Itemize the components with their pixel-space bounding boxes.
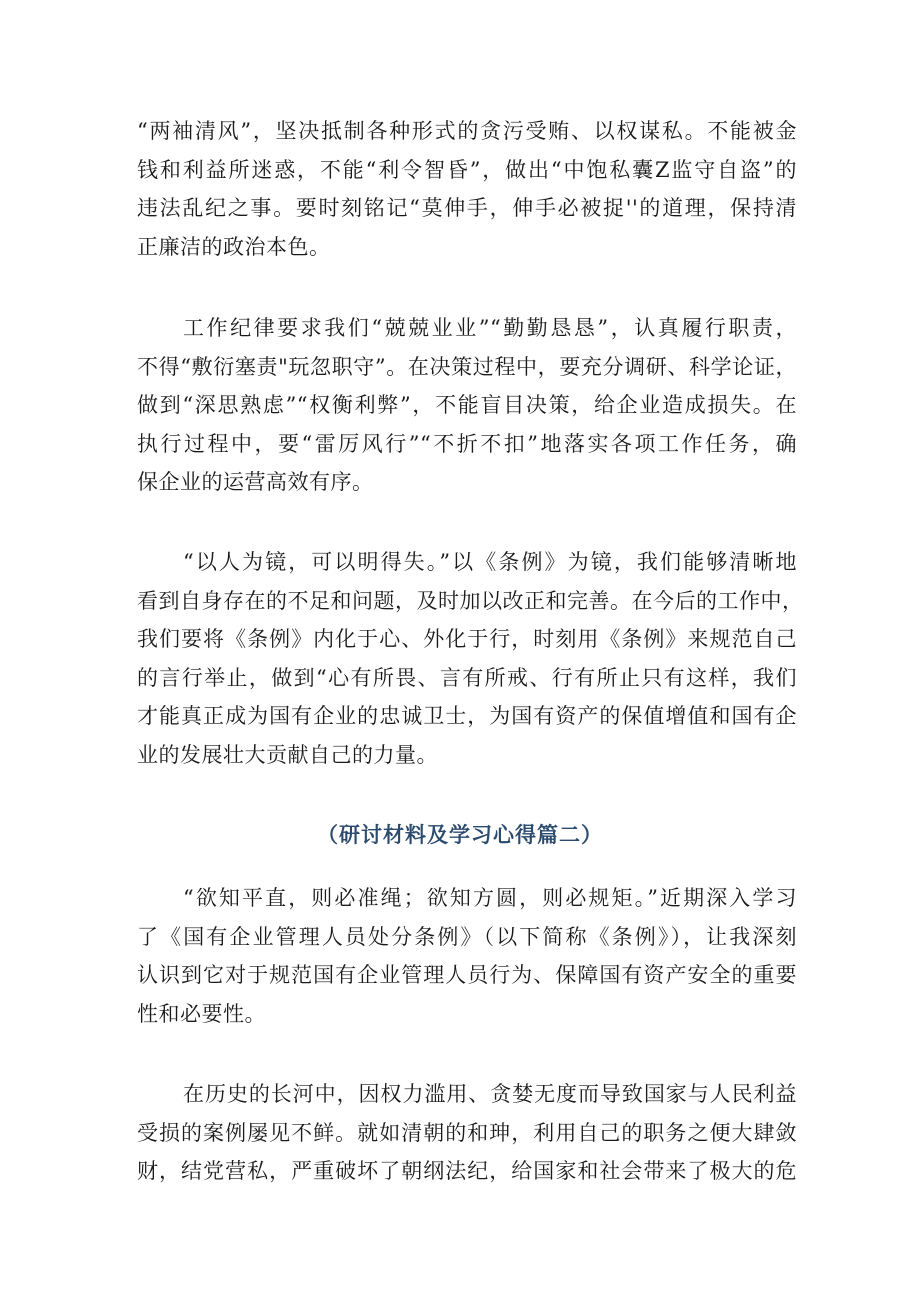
paragraph-mirror bbox=[137, 543, 804, 774]
text-line: 的言行举止，做到“心有所畏、言有所戒、行有所止只有这样，我们 bbox=[137, 665, 797, 690]
text-line: 我们要将《条例》内化于心、外化于行，时刻用《条例》来规范自己 bbox=[137, 627, 797, 651]
text-line: 受损的案例屡见不鲜。就如清朝的和珅，利用自己的职务之便大肆敛 bbox=[137, 1120, 797, 1145]
text-line: 在历史的长河中，因权力滥用、贪婪无度而导致国家与人民利益 bbox=[183, 1082, 797, 1106]
text-line: 执行过程中，要“雷厉风行”“不折不扣”地落实各项工作任务，确 bbox=[137, 431, 797, 456]
paragraph-integrity bbox=[137, 112, 797, 266]
text-line: 钱和利益所迷惑，不能“利令智昏”，做出“中饱私囊Z监守自盗”的 bbox=[137, 157, 797, 182]
text-line: “两袖清风”，坚决抵制各种形式的贪污受贿、以权谋私。不能被金 bbox=[137, 119, 797, 143]
paragraph-history bbox=[137, 1075, 797, 1191]
text-line: 性和必要性。 bbox=[137, 1001, 266, 1026]
paragraph-intro bbox=[137, 879, 797, 1033]
text-line: 违法乱纪之事。要时刻铭记“莫伸手，伸手必被捉''的道理，保持清 bbox=[137, 196, 797, 220]
paragraph-work-discipline bbox=[137, 309, 797, 502]
text-line: 业的发展壮大贡献自己的力量。 bbox=[137, 742, 438, 767]
text-line: 工作纪律要求我们“兢兢业业”“勤勤恳恳”，认真履行职责， bbox=[183, 316, 797, 340]
text-line: 认识到它对于规范国有企业管理人员行为、保障国有资产安全的重要 bbox=[137, 963, 797, 987]
text-line: “欲知平直，则必准绳；欲知方圆，则必规矩。”近期深入学习 bbox=[183, 886, 797, 910]
text-line: 做到“深思熟虑”“权衡利弊”，不能盲目决策，给企业造成损失。在 bbox=[137, 393, 797, 417]
section-heading: （研讨材料及学习心得篇二） bbox=[317, 822, 603, 847]
text-line: 保企业的运营高效有序。 bbox=[137, 470, 374, 494]
text-line: 看到自身存在的不足和问题，及时加以改正和完善。在今后的工作中， bbox=[137, 588, 804, 613]
text-line: 了《国有企业管理人员处分条例》（以下简称《条例》），让我深刻 bbox=[137, 924, 797, 949]
text-line: 才能真正成为国有企业的忠诚卫士，为国有资产的保值增值和国有企 bbox=[137, 704, 797, 728]
text-line: 正廉洁的政治本色。 bbox=[137, 234, 331, 259]
text-line: “以人为镜，可以明得失。”以《条例》为镜，我们能够清晰地 bbox=[183, 550, 797, 574]
text-line: 财，结党营私，严重破坏了朝纲法纪，给国家和社会带来了极大的危 bbox=[137, 1159, 797, 1183]
text-line: 不得“敷衍塞责"玩忽职守”。在决策过程中，要充分调研、科学论证， bbox=[137, 354, 797, 379]
